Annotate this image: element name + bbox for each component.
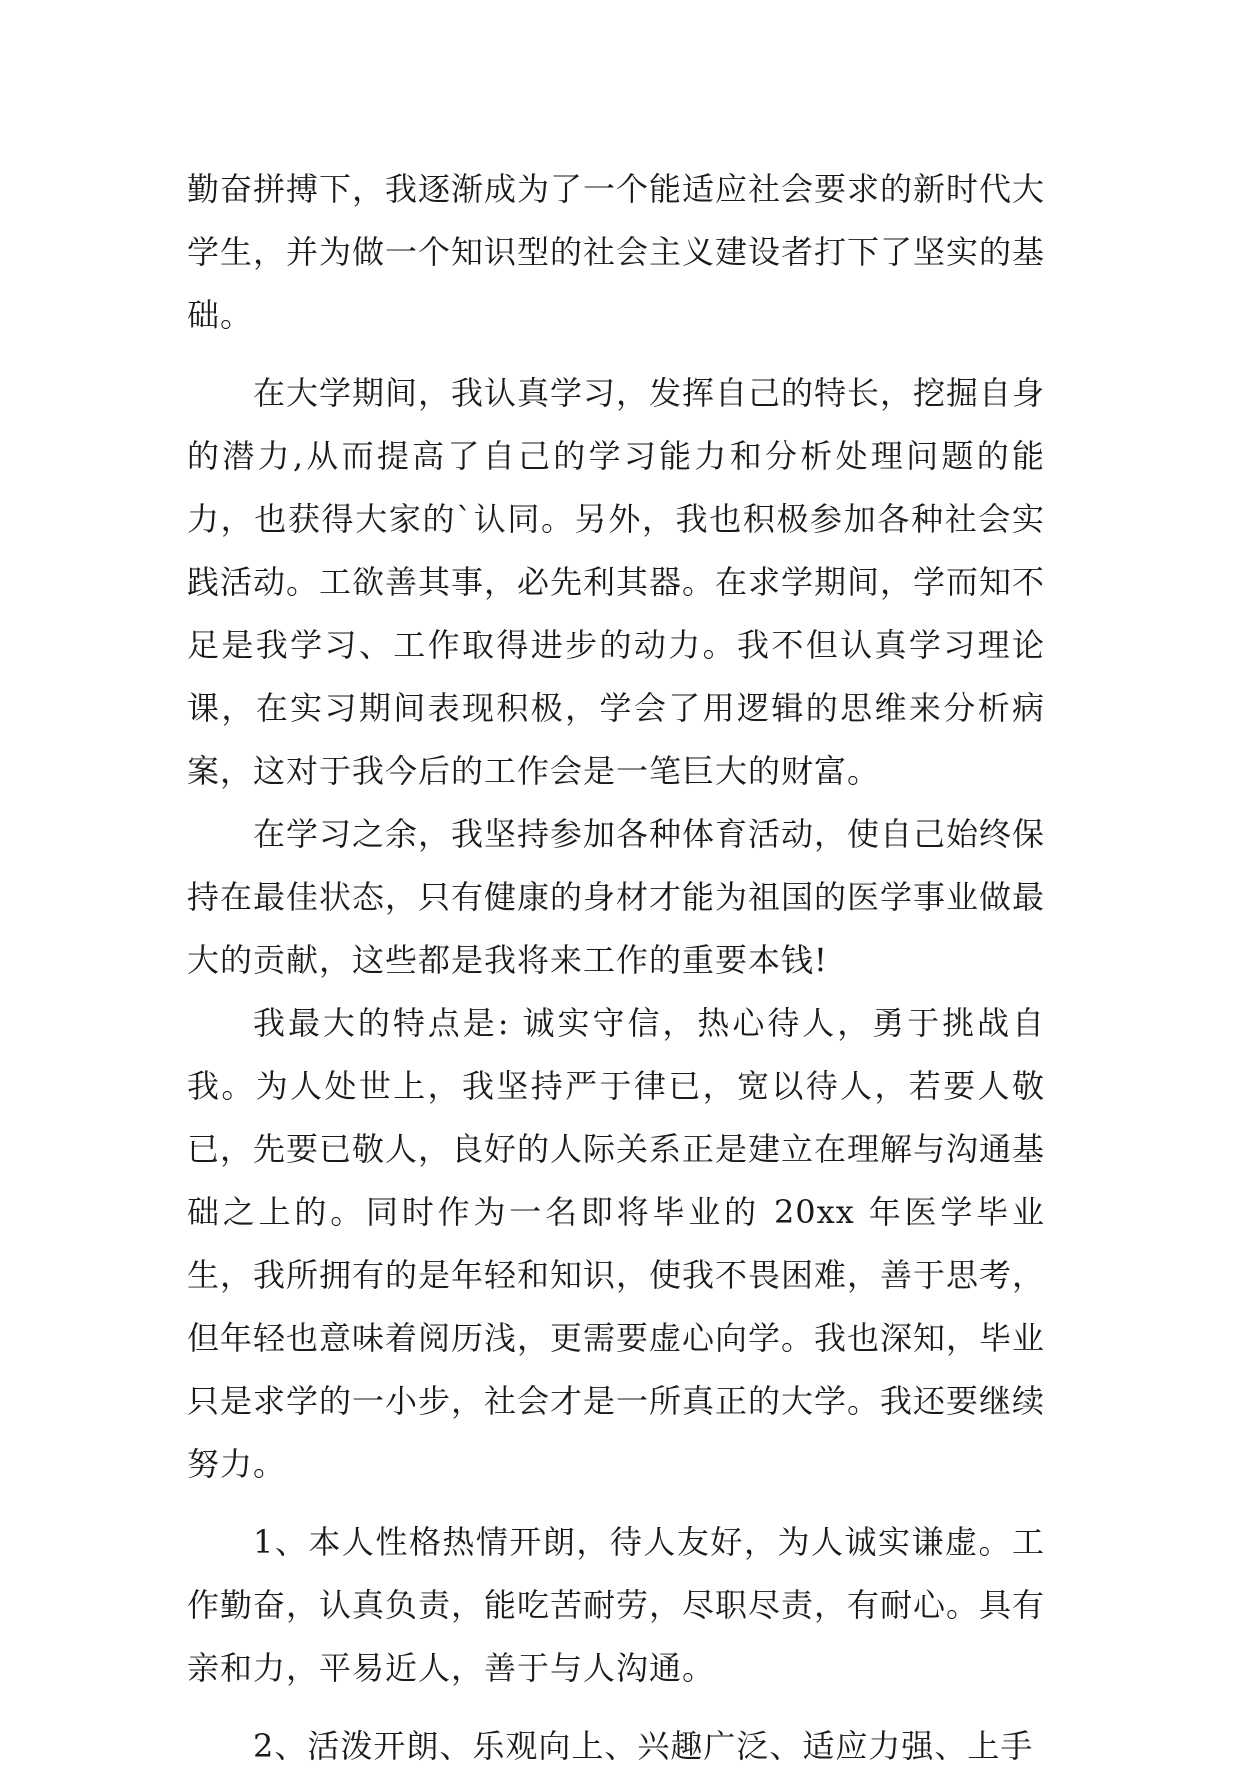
paragraph-4: 我最大的特点是: 诚实守信，热心待人，勇于挑战自我。为人处世上，我坚持严于律已，宽以待人，若要人敬已，先要已敬人，良好的人际关系正是建立在理解与沟通基础之上的。同时作为一名即将毕业的 20xx 年医学毕业生，我所拥有的是年轻和知识，使我不畏困难，善于思考，但年轻也意味着阅历浅，更需要虚心向学。我也深知，毕业只是求学的一小步，社会才是一所真正的大学。我还要继续努力。 bbox=[187, 1004, 1046, 1483]
document-body bbox=[187, 158, 1045, 1778]
paragraph-2: 在大学期间，我认真学习，发挥自己的特长，挖掘自身的潜力,从而提高了自己的学习能力和分析处理问题的能力，也获得大家的`认同。另外，我也积极参加各种社会实践活动。工欲善其事，必先利其器。在求学期间，学而知不足是我学习、工作取得进步的动力。我不但认真学习理论课，在实习期间表现积极，学会了用逻辑的思维来分析病案，这对于我今后的工作会是一笔巨大的财富。 bbox=[187, 374, 1046, 790]
paragraph-1: 勤奋拼搏下，我逐渐成为了一个能适应社会要求的新时代大学生，并为做一个知识型的社会主义建设者打下了坚实的基础。 bbox=[187, 170, 1046, 334]
paragraph-5: 1、本人性格热情开朗，待人友好，为人诚实谦虚。工作勤奋，认真负责，能吃苦耐劳，尽职尽责，有耐心。具有亲和力，平易近人，善于与人沟通。 bbox=[187, 1523, 1046, 1687]
paragraph-3: 在学习之余，我坚持参加各种体育活动，使自己始终保持在最佳状态，只有健康的身材才能为祖国的医学事业做最大的贡献，这些都是我将来工作的重要本钱! bbox=[187, 815, 1046, 979]
paragraph-6: 2、活泼开朗、乐观向上、兴趣广泛、适应力强、上手 bbox=[253, 1727, 1034, 1765]
